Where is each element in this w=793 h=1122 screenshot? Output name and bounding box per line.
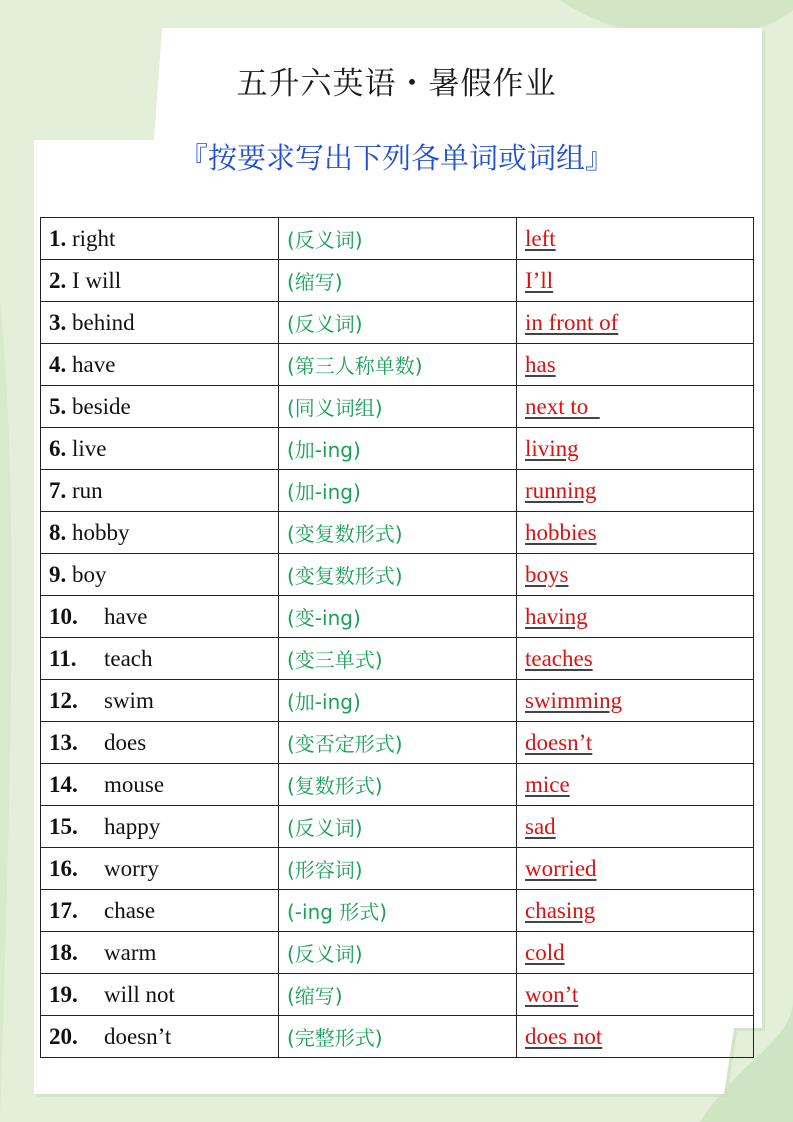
item-number: 1.	[49, 225, 67, 251]
item-answer: mice	[525, 771, 570, 797]
item-number: 8.	[49, 519, 67, 545]
item-hint: (反义词)	[287, 312, 363, 336]
word-cell	[41, 554, 279, 596]
item-word: right	[72, 225, 116, 251]
word-cell	[41, 680, 279, 722]
answer-cell	[517, 848, 754, 890]
table-row	[41, 638, 754, 680]
item-answer: I’ll	[525, 267, 554, 293]
item-word: I will	[72, 267, 122, 293]
hint-cell	[279, 302, 517, 344]
hint-cell	[279, 806, 517, 848]
answer-cell	[517, 428, 754, 470]
table-row	[41, 890, 754, 932]
item-word: does	[104, 729, 147, 755]
item-number: 4.	[49, 351, 67, 377]
item-word: live	[72, 435, 107, 461]
item-hint: (缩写)	[287, 984, 343, 1008]
item-number: 17.	[49, 897, 78, 923]
hint-cell	[279, 470, 517, 512]
item-word: behind	[72, 309, 135, 335]
hint-cell	[279, 638, 517, 680]
item-hint: (完整形式)	[287, 1026, 383, 1050]
item-hint: (形容词)	[287, 858, 363, 882]
item-hint: (加-ing)	[287, 438, 361, 462]
answer-cell	[517, 890, 754, 932]
item-word: warm	[104, 939, 157, 965]
item-answer: swimming	[525, 687, 623, 713]
hint-cell	[279, 890, 517, 932]
item-number: 15.	[49, 813, 78, 839]
table-row	[41, 974, 754, 1016]
answer-cell	[517, 932, 754, 974]
item-answer: does not	[525, 1023, 603, 1049]
item-number: 11.	[49, 645, 77, 671]
answer-cell	[517, 260, 754, 302]
page-subtitle: 『按要求写出下列各单词或词组』	[178, 141, 614, 175]
table-row	[41, 764, 754, 806]
item-answer: having	[525, 603, 588, 629]
item-word: hobby	[72, 519, 130, 545]
item-answer: next to	[525, 393, 600, 419]
answer-cell	[517, 344, 754, 386]
item-word: chase	[104, 897, 156, 923]
word-cell	[41, 722, 279, 764]
answer-cell	[517, 764, 754, 806]
answer-cell	[517, 470, 754, 512]
item-answer: hobbies	[525, 519, 597, 545]
item-word: have	[104, 603, 148, 629]
table-row	[41, 554, 754, 596]
item-number: 10.	[49, 603, 78, 629]
word-cell	[41, 932, 279, 974]
word-cell	[41, 302, 279, 344]
item-hint: (变复数形式)	[287, 564, 403, 588]
word-cell	[41, 1016, 279, 1058]
answer-cell	[517, 554, 754, 596]
table-row	[41, 596, 754, 638]
answer-cell	[517, 596, 754, 638]
table-row	[41, 932, 754, 974]
answer-cell	[517, 218, 754, 260]
table-row	[41, 218, 754, 260]
hint-cell	[279, 1016, 517, 1058]
word-cell	[41, 428, 279, 470]
item-number: 20.	[49, 1023, 78, 1049]
hint-cell	[279, 344, 517, 386]
item-word: have	[72, 351, 116, 377]
item-hint: (-ing 形式)	[287, 900, 388, 924]
item-word: happy	[104, 813, 161, 839]
item-answer: worried	[525, 855, 597, 881]
item-number: 3.	[49, 309, 67, 335]
hint-cell	[279, 848, 517, 890]
table-row	[41, 428, 754, 470]
word-cell	[41, 974, 279, 1016]
item-number: 12.	[49, 687, 78, 713]
word-cell	[41, 386, 279, 428]
item-answer: doesn’t	[525, 729, 593, 755]
item-word: swim	[104, 687, 154, 713]
table-row	[41, 806, 754, 848]
hint-cell	[279, 428, 517, 470]
answer-cell	[517, 680, 754, 722]
item-word: doesn’t	[104, 1023, 172, 1049]
answer-cell	[517, 722, 754, 764]
hint-cell	[279, 764, 517, 806]
item-number: 13.	[49, 729, 78, 755]
answer-cell	[517, 386, 754, 428]
item-number: 7.	[49, 477, 67, 503]
word-cell	[41, 806, 279, 848]
answer-cell	[517, 1016, 754, 1058]
item-hint: (缩写)	[287, 270, 343, 294]
item-number: 5.	[49, 393, 67, 419]
item-hint: (变否定形式)	[287, 732, 403, 756]
answer-cell	[517, 302, 754, 344]
item-hint: (复数形式)	[287, 774, 383, 798]
item-hint: (变三单式)	[287, 648, 383, 672]
item-word: mouse	[104, 771, 165, 797]
table-row	[41, 848, 754, 890]
table-row	[41, 470, 754, 512]
hint-cell	[279, 680, 517, 722]
table-row	[41, 1016, 754, 1058]
item-number: 19.	[49, 981, 78, 1007]
item-word: beside	[72, 393, 131, 419]
word-cell	[41, 512, 279, 554]
vocabulary-table-body	[41, 218, 754, 1058]
page-title: 五升六英语・暑假作业	[236, 66, 557, 102]
answer-cell	[517, 638, 754, 680]
hint-cell	[279, 722, 517, 764]
item-answer: won’t	[525, 981, 579, 1007]
item-answer: in front of	[525, 309, 619, 335]
item-answer: left	[525, 225, 556, 251]
item-hint: (同义词组)	[287, 396, 383, 420]
word-cell	[41, 218, 279, 260]
item-hint: (反义词)	[287, 816, 363, 840]
item-hint: (加-ing)	[287, 480, 361, 504]
hint-cell	[279, 974, 517, 1016]
item-word: run	[72, 477, 103, 503]
vocabulary-table	[40, 217, 754, 1058]
hint-cell	[279, 554, 517, 596]
hint-cell	[279, 260, 517, 302]
hint-cell	[279, 512, 517, 554]
hint-cell	[279, 386, 517, 428]
item-answer: has	[525, 351, 556, 377]
item-answer: chasing	[525, 897, 596, 923]
item-hint: (反义词)	[287, 942, 363, 966]
word-cell	[41, 890, 279, 932]
item-hint: (加-ing)	[287, 690, 361, 714]
hint-cell	[279, 218, 517, 260]
item-hint: (第三人称单数)	[287, 354, 423, 378]
item-answer: cold	[525, 939, 565, 965]
item-word: will not	[104, 981, 175, 1007]
item-number: 9.	[49, 561, 67, 587]
item-number: 14.	[49, 771, 78, 797]
word-cell	[41, 764, 279, 806]
answer-cell	[517, 974, 754, 1016]
item-answer: living	[525, 435, 579, 461]
item-word: boy	[72, 561, 107, 587]
item-number: 2.	[49, 267, 67, 293]
table-row	[41, 302, 754, 344]
table-row	[41, 680, 754, 722]
hint-cell	[279, 596, 517, 638]
word-cell	[41, 638, 279, 680]
item-number: 16.	[49, 855, 78, 881]
item-hint: (变复数形式)	[287, 522, 403, 546]
item-word: teach	[104, 645, 153, 671]
item-number: 6.	[49, 435, 67, 461]
table-row	[41, 344, 754, 386]
item-answer: teaches	[525, 645, 593, 671]
word-cell	[41, 260, 279, 302]
hint-cell	[279, 932, 517, 974]
word-cell	[41, 470, 279, 512]
item-number: 18.	[49, 939, 78, 965]
table-row	[41, 512, 754, 554]
answer-cell	[517, 806, 754, 848]
word-cell	[41, 848, 279, 890]
table-row	[41, 722, 754, 764]
word-cell	[41, 344, 279, 386]
item-hint: (变-ing)	[287, 606, 361, 630]
item-hint: (反义词)	[287, 228, 363, 252]
table-row	[41, 260, 754, 302]
item-answer: boys	[525, 561, 569, 587]
table-row	[41, 386, 754, 428]
answer-cell	[517, 512, 754, 554]
item-answer: sad	[525, 813, 556, 839]
word-cell	[41, 596, 279, 638]
item-answer: running	[525, 477, 597, 503]
item-word: worry	[104, 855, 159, 881]
